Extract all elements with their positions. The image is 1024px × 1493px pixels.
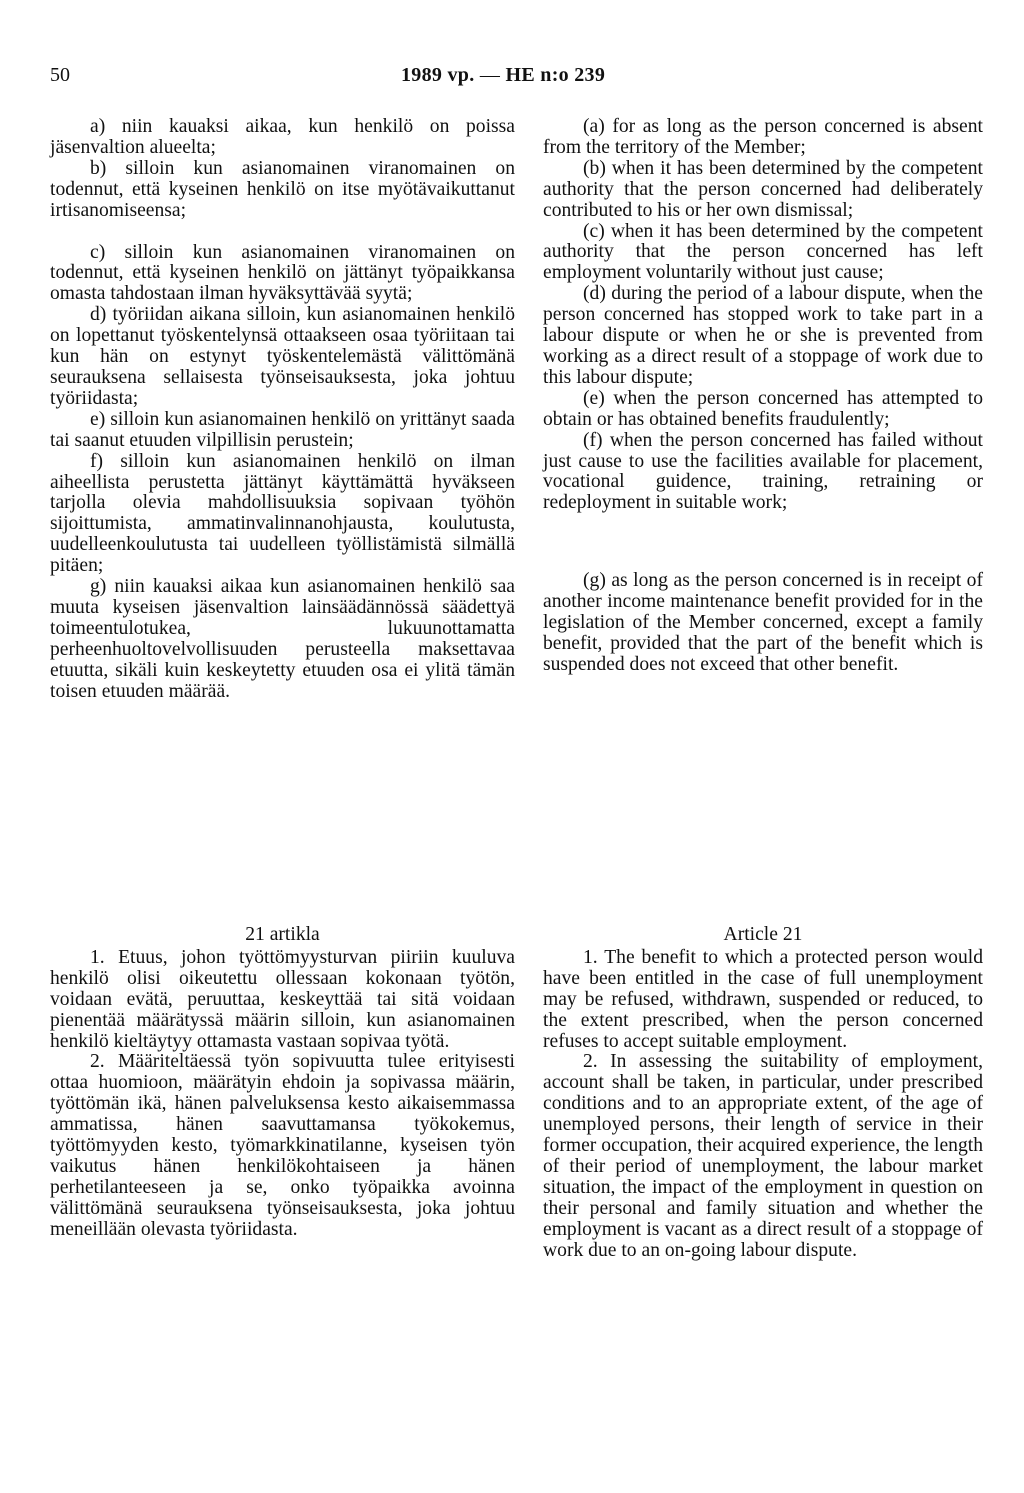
en-item-a: (a) for as long as the person concerned is absent from the territory of the Member; [543,116,983,158]
en-item-c: (c) when it has been determined by the competent authority that the person concerned has left employment voluntarily without just cause; [543,220,983,284]
finnish-article-21 [50,925,515,1241]
en-article-heading: Article 21 [723,924,803,945]
en-item-d: (d) during the period of a labour dispute, when the person concerned has stopped work to take part in a labour dispute or when he or she is prevented from working as a direct result of a stoppage of work due to this labour dispute; [543,283,983,388]
fi-item-b: b) silloin kun asianomainen viranomainen on todennut, että kyseinen henkilö on itse myötävaikuttanut irtisanomiseensa; [50,157,515,221]
running-head-year: 1989 vp. [401,64,475,86]
fi-article-paragraph-2: 2. Määriteltäessä työn sopivuutta tulee erityisesti ottaa huomioon, määrätyin ehdoin ja sopivassa määrin, työttömän ikä, hänen palveluksensa kesto aikaisemmassa ammatissa, hänen saavuttamansa työkokemus, työttömyyden kesto, työmarkkinatilanne, kyseisen työn vaikutus hänen henkilökohtaiseen ja hänen perhetilanteeseen ja se, onko työpaikka avoinna välittömänä seurauksena työnseisauksesta, joka johtuu meneillään olevasta työriidasta. [50,1051,515,1240]
running-head-dash: — [479,64,501,86]
en-item-f: (f) when the person concerned has failed without just cause to use the facilities available for placement, vocational guidence, training, retraining or redeployment in suitable work; [543,429,983,514]
running-head-ref: HE n:o 239 [505,64,606,86]
finnish-column-top [50,117,515,702]
en-item-g: (g) as long as the person concerned is in receipt of another income maintenance benefit provided for in the legislation of the Member concerned, except a family benefit, provided that the part of the benefit which is suspended does not exceed that other benefit. [543,570,983,675]
fi-article-heading: 21 artikla [245,924,320,945]
fi-item-e: e) silloin kun asianomainen henkilö on yrittänyt saada tai saanut etuuden vilpillisin perustein; [50,408,515,451]
fi-item-a: a) niin kauaksi aikaa, kun henkilö on poissa jäsenvaltion alueelta; [50,116,515,158]
page-number: 50 [50,64,70,86]
en-item-e: (e) when the person concerned has attempted to obtain or has obtained benefits fraudulently; [543,387,983,430]
fi-item-f: f) silloin kun asianomainen henkilö on ilman aiheellista perustetta jättänyt käyttämättä hyväkseen tarjolla olevia mahdollisuuksia sopivaan työhön sijoittumista, ammatinvalinnanohjausta, koulutusta, uudelleenkoulutusta tai uudelleen työllistämistä silmällä pitäen; [50,450,515,577]
en-item-b: (b) when it has been determined by the competent authority that the person concerned had deliberately contributed to his or her own dismissal; [543,157,983,221]
running-head [401,64,605,87]
english-column-top [543,117,983,676]
english-article-21 [543,925,983,1262]
fi-item-d: d) työriidan aikana silloin, kun asianomainen henkilö on lopettanut työskentelynsä ottaakseen osaa työriitaan tai kun hän on estynyt työskentelemästä välittömänä seurauksena sellaisesta työnseisauksesta, joka johtuu työriidasta; [50,304,515,409]
fi-item-g: g) niin kauaksi aikaa kun asianomainen henkilö saa muuta kyseisen jäsenvaltion lainsäädännössä säädettyä toimeentulotukea, lukuunottamatta perheenhuoltovelvollisuuden perusteella maksettavaa etuutta, sikäli kuin keskeytetty etuuden osa ei ylitä tämän toisen etuuden määrää. [50,576,515,702]
fi-article-paragraph-1: 1. Etuus, johon työttömyysturvan piiriin kuuluva henkilö olisi oikeutettu ollessaan kokonaan työtön, voidaan evätä, peruuttaa, keskeyttää tai sitä voidaan pienentää määrätyssä määrin silloin, kun asianomainen henkilö kieltäytyy ottamasta vastaan sopivaa työtä. [50,946,515,1052]
en-article-paragraph-2: 2. In assessing the suitability of employment, account shall be taken, in particular, under prescribed conditions and to an appropriate extent, of the age of unemployed persons, their length of service in their former occupation, their acquired experience, the length of their period of unemployment, the labour market situation, the impact of the employment in question on their personal and family situation and whether the employment is vacant as a direct result of a stoppage of work due to an on-going labour dispute. [543,1051,983,1261]
fi-item-c: c) silloin kun asianomainen viranomainen on todennut, että kyseinen henkilö on jättänyt työpaikkansa omasta tahdostaan ilman hyväksyttävää syytä; [50,241,515,305]
en-article-paragraph-1: 1. The benefit to which a protected person would have been entitled in the case of full unemployment may be refused, withdrawn, suspended or reduced, to the extent prescribed, when the person concerned refuses to accept suitable employment. [543,946,983,1052]
